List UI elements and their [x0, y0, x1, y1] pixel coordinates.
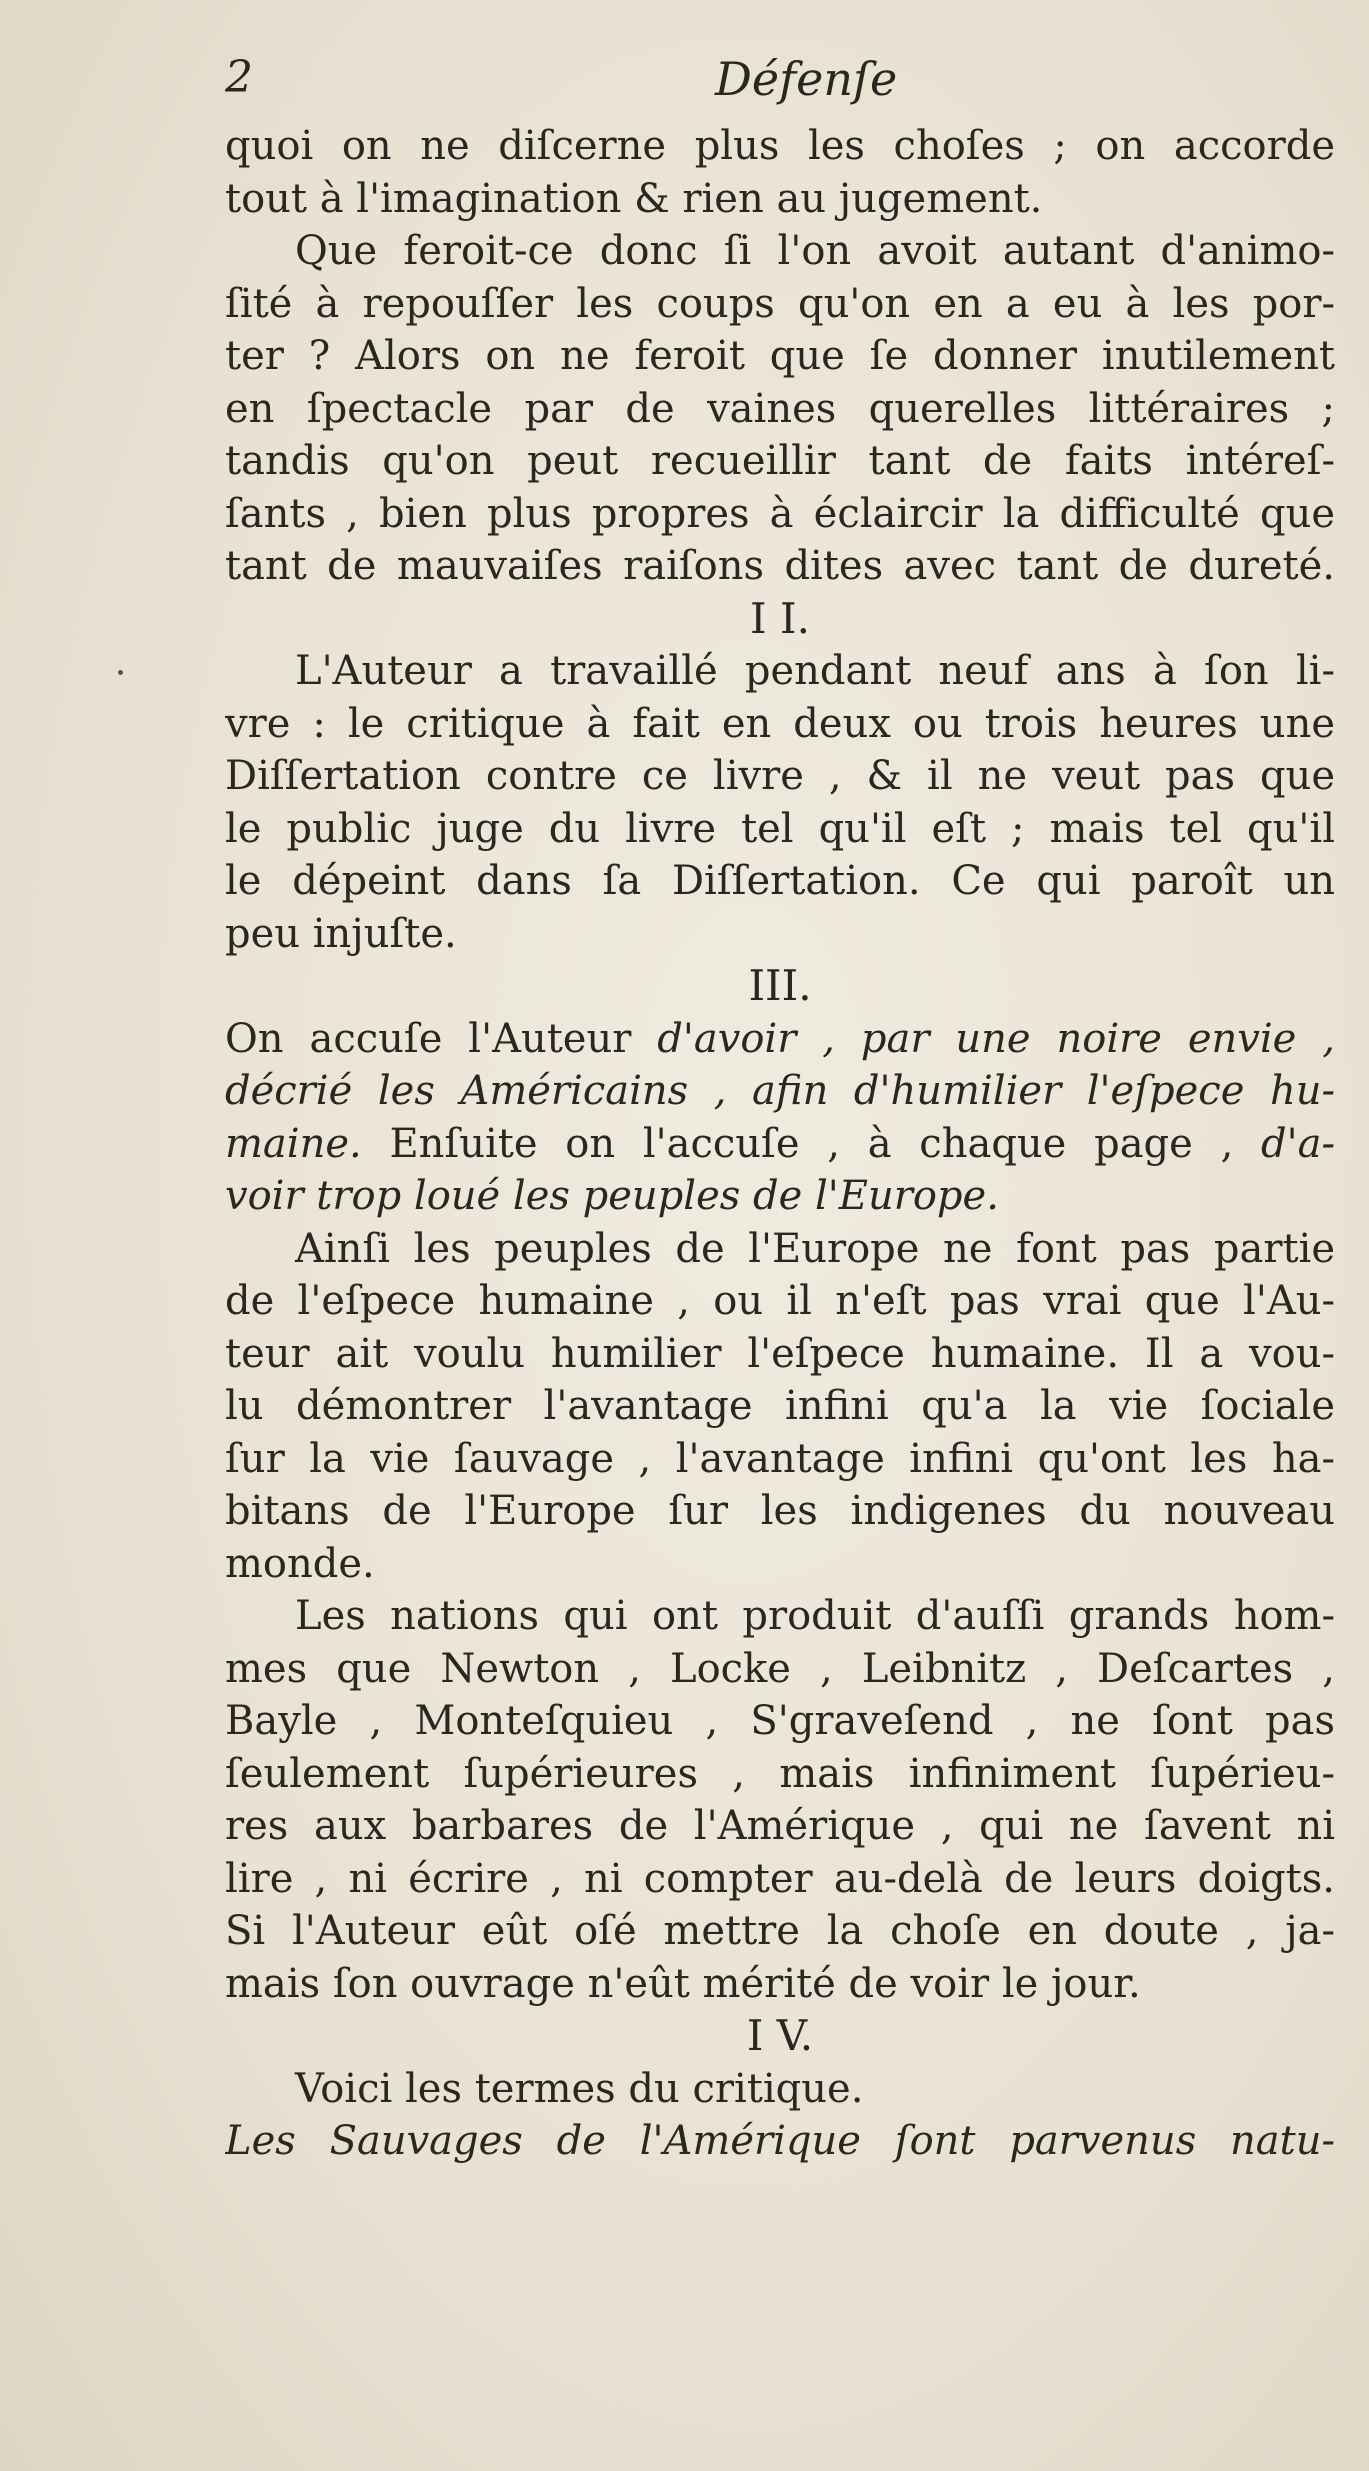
- body-text: [225, 120, 1335, 2168]
- text-line: tout à l'imagination & rien au jugement.: [225, 175, 1043, 222]
- paragraph-question: [225, 225, 1335, 593]
- ink-speck: [118, 670, 123, 675]
- text-line: [225, 1118, 1335, 1171]
- section-heading-3: III.: [748, 961, 812, 1010]
- text-line: en ſpectacle par de vaines querelles littéraires ;: [225, 385, 1335, 432]
- text-line: mais ſon ouvrage n'eût mérité de voir le jour.: [225, 1960, 1141, 2007]
- quoted-text: d'a-: [1261, 1120, 1335, 1167]
- text-line: Ainſi les peuples de l'Europe ne font pas partie: [295, 1225, 1335, 1272]
- text-line: ter ? Alors on ne feroit que ſe donner inutilement: [225, 333, 1335, 379]
- text-line: Diſſertation contre ce livre , & il ne veut pas que: [225, 753, 1335, 799]
- paragraph-accusation: [225, 1013, 1335, 1223]
- text-line: vre : le critique à fait en deux ou trois heures une: [225, 700, 1335, 747]
- text-line: res aux barbares de l'Amérique , qui ne ſavent ni: [225, 1803, 1335, 1849]
- quoted-text: Les Sauvages de l'Amérique ſont parvenus natu-: [225, 2118, 1335, 2164]
- text-line: teur ait voulu humilier l'eſpece humaine. Il a vou-: [225, 1330, 1335, 1377]
- text-line: ſants , bien plus propres à éclaircir la difficulté que: [225, 490, 1335, 537]
- section-heading-4: I V.: [746, 2011, 814, 2060]
- quoted-text: maine.: [225, 1120, 362, 1167]
- paragraph-europe: [225, 1223, 1335, 1591]
- text-line: Les nations qui ont produit d'auſſi grands hom-: [295, 1593, 1335, 1639]
- page-header: [225, 52, 1325, 122]
- text-line: le dépeint dans ſa Diſſertation. Ce qui paroît un: [225, 858, 1335, 904]
- text-line: tant de mauvaiſes raiſons dites avec tant de dureté.: [225, 543, 1335, 589]
- text-line: Si l'Auteur eût oſé mettre la choſe en doute , ja-: [225, 1908, 1335, 1954]
- text-line: Bayle , Monteſquieu , S'graveſend , ne ſont pas: [225, 1698, 1335, 1744]
- section-heading-2: I I.: [750, 593, 810, 643]
- text-fragment: On accuſe l'Auteur: [225, 1015, 658, 1062]
- text-fragment: Enſuite on l'accuſe , à chaque page ,: [361, 1120, 1262, 1167]
- text-line: le public juge du livre tel qu'il eſt ; mais tel qu'il: [225, 805, 1335, 852]
- text-line: L'Auteur a travaillé pendant neuf ans à ſon li-: [295, 648, 1335, 694]
- text-line: Voici les termes du critique.: [295, 2065, 864, 2112]
- quoted-text: voir trop loué les peuples de l'Europe.: [225, 1173, 999, 1219]
- text-line: de l'eſpece humaine , ou il n'eſt pas vrai que l'Au-: [225, 1278, 1335, 1324]
- text-line: lire , ni écrire , ni compter au-delà de leurs doigts.: [225, 1855, 1335, 1902]
- text-line: bitans de l'Europe ſur les indigenes du nouveau: [225, 1488, 1335, 1534]
- text-line: mes que Newton , Locke , Leibnitz , Deſcartes ,: [225, 1645, 1335, 1692]
- text-line: ſur la vie ſauvage , l'avantage infini qu'ont les ha-: [225, 1435, 1335, 1482]
- running-title: Défenſe: [715, 52, 898, 106]
- text-line: lu démontrer l'avantage infini qu'a la vie ſociale: [225, 1383, 1335, 1429]
- quoted-text: décrié les Américains , afin d'humilier l'eſpece hu-: [225, 1068, 1335, 1114]
- paragraph-section-2: [225, 645, 1335, 960]
- text-line: tandis qu'on peut recueillir tant de faits intéreſ-: [225, 438, 1335, 484]
- quoted-text: d'avoir , par une noire envie ,: [657, 1015, 1335, 1062]
- text-line: [225, 1013, 1335, 1066]
- paragraph-section-4: [225, 2063, 1335, 2168]
- text-line: ſité à repouſſer les coups qu'on en a eu à les por-: [225, 280, 1335, 327]
- text-line: peu injuſte.: [225, 910, 457, 957]
- paragraph-intro: [225, 120, 1335, 225]
- text-line: quoi on ne diſcerne plus les choſes ; on accorde: [225, 123, 1335, 169]
- text-line: monde.: [225, 1540, 375, 1587]
- paragraph-nations: [225, 1590, 1335, 2010]
- text-line: Que feroit-ce donc ſi l'on avoit autant d'animo-: [295, 228, 1335, 274]
- text-line: ſeulement ſupérieures , mais infiniment ſupérieu-: [225, 1750, 1335, 1797]
- page-number: 2: [225, 52, 254, 103]
